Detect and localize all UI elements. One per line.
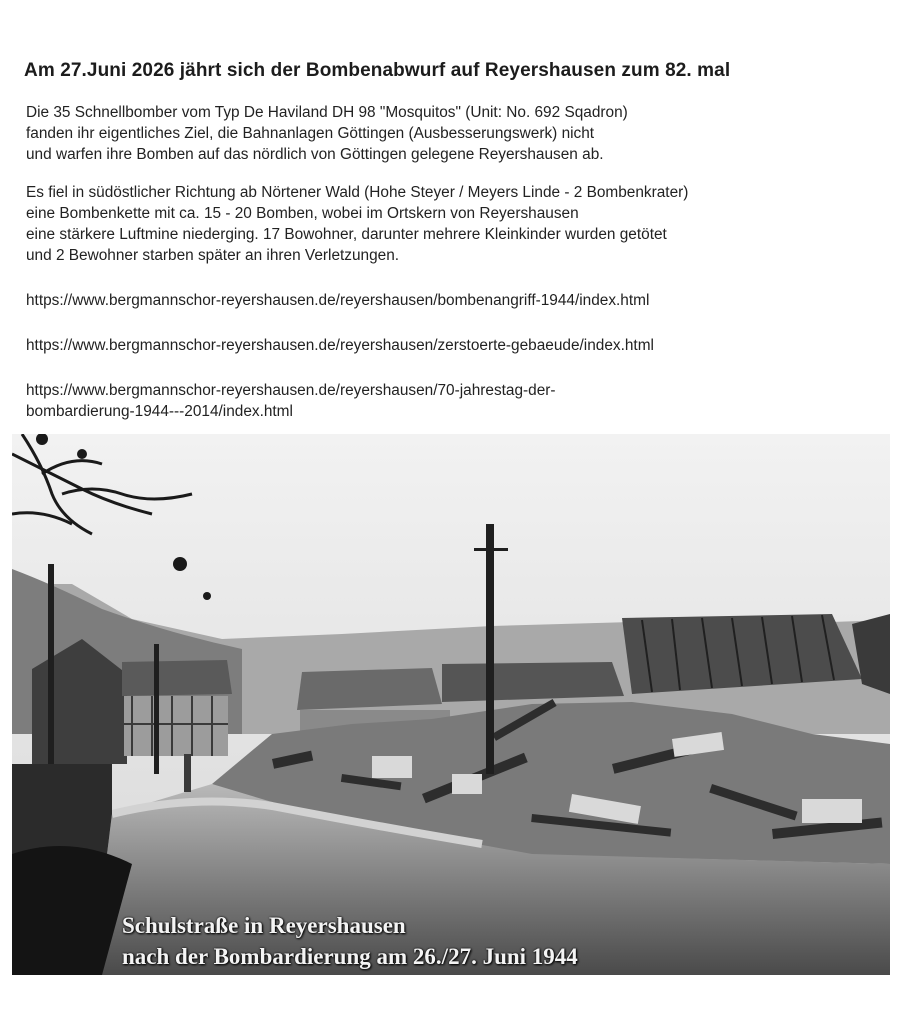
link-bombenangriff[interactable] bbox=[26, 290, 649, 311]
paragraph-line: und warfen ihre Bomben auf das nördlich von Göttingen gelegene Reyershausen ab. bbox=[26, 146, 604, 163]
paragraph-bomb-chain bbox=[26, 182, 688, 266]
paragraph-bombers bbox=[26, 102, 628, 165]
paragraph-line: eine Bombenkette mit ca. 15 - 20 Bomben, wobei im Ortskern von Reyershausen bbox=[26, 205, 579, 222]
link-text[interactable]: https://www.bergmannschor-reyershausen.de/reyershausen/bombenangriff-1944/index.html bbox=[26, 292, 650, 309]
bombing-ruins-photo bbox=[12, 434, 890, 975]
photo-caption bbox=[122, 910, 578, 972]
ruins-photo-drawing bbox=[12, 434, 890, 975]
paragraph-line: Die 35 Schnellbomber vom Typ De Haviland DH 98 "Mosquitos" (Unit: No. 692 Sqadron) bbox=[26, 104, 628, 121]
link-text[interactable]: https://www.bergmannschor-reyershausen.de/reyershausen/zerstoerte-gebaeude/index.html bbox=[26, 337, 654, 354]
paragraph-line: eine stärkere Luftmine niederging. 17 Bowohner, darunter mehrere Kleinkinder wurden getötet bbox=[26, 226, 667, 243]
caption-line-1: Schulstraße in Reyershausen bbox=[122, 913, 406, 938]
paragraph-line: fanden ihr eigentliches Ziel, die Bahnanlagen Göttingen (Ausbesserungswerk) nicht bbox=[26, 125, 595, 142]
headline: Am 27.Juni 2026 jährt sich der Bombenabwurf auf Reyershausen zum 82. mal bbox=[24, 60, 731, 81]
paragraph-line: Es fiel in südöstlicher Richtung ab Nörtener Wald (Hohe Steyer / Meyers Linde - 2 Bombenkrater) bbox=[26, 184, 689, 201]
paragraph-line: und 2 Bewohner starben später an ihren Verletzungen. bbox=[26, 247, 400, 264]
link-zerstoerte-gebaeude[interactable] bbox=[26, 335, 654, 356]
caption-line-2: nach der Bombardierung am 26./27. Juni 1944 bbox=[122, 944, 578, 969]
link-text[interactable]: https://www.bergmannschor-reyershausen.de/reyershausen/70-jahrestag-der- bbox=[26, 382, 556, 399]
link-text[interactable]: bombardierung-1944---2014/index.html bbox=[26, 403, 293, 420]
link-70-jahrestag[interactable] bbox=[26, 380, 556, 422]
